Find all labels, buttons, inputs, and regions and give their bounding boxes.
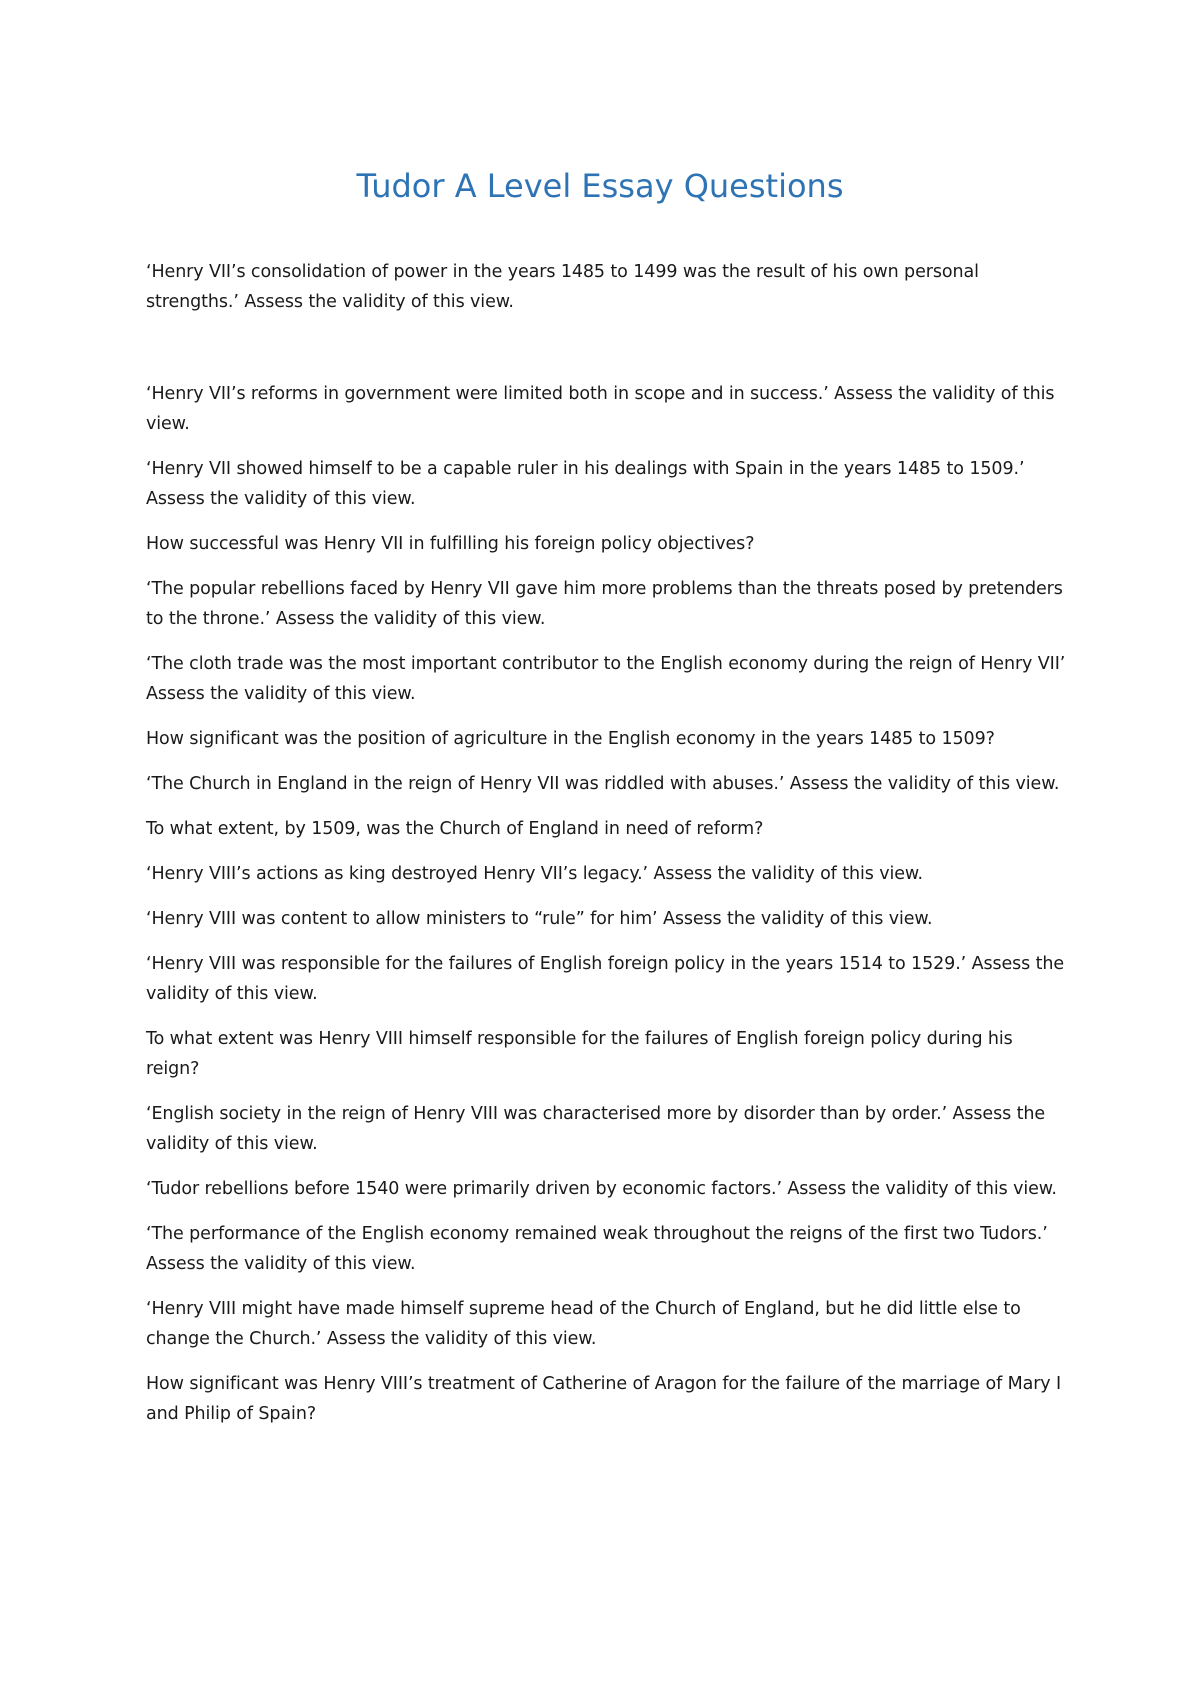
question-item: ‘Henry VII’s consolidation of power in the years 1485 to 1499 was the result of his own personal strengths.’ Assess the validity of this view. bbox=[146, 262, 979, 312]
question-item: To what extent, by 1509, was the Church of England in need of reform? bbox=[146, 819, 764, 839]
question-item: ‘Henry VII’s reforms in government were limited both in scope and in success.’ Assess the validity of this view. bbox=[146, 384, 1055, 434]
question-item: How significant was the position of agriculture in the English economy in the years 1485 to 1509? bbox=[146, 729, 995, 749]
question-item: ‘Henry VIII was content to allow ministers to “rule” for him’ Assess the validity of this view. bbox=[146, 909, 933, 929]
page-title: Tudor A Level Essay Questions bbox=[356, 167, 844, 205]
question-item: How successful was Henry VII in fulfilling his foreign policy objectives? bbox=[146, 534, 755, 554]
question-item: ‘English society in the reign of Henry VIII was characterised more by disorder than by order.’ Assess the validity of this view. bbox=[146, 1104, 1046, 1154]
question-item: ‘Henry VIII was responsible for the failures of English foreign policy in the years 1514 to 1529.’ Assess the validity of this view. bbox=[146, 954, 1065, 1004]
question-list bbox=[146, 257, 1066, 1444]
question-item: ‘The Church in England in the reign of Henry VII was riddled with abuses.’ Assess the validity of this view. bbox=[146, 774, 1060, 794]
question-item: To what extent was Henry VIII himself responsible for the failures of English foreign policy during his reign? bbox=[146, 1029, 1013, 1079]
question-item: ‘Henry VIII’s actions as king destroyed Henry VII’s legacy.’ Assess the validity of this view. bbox=[146, 864, 923, 884]
question-item: ‘Henry VIII might have made himself supreme head of the Church of England, but he did little else to change the Church.’ Assess the validity of this view. bbox=[146, 1299, 1021, 1349]
question-item: ‘The cloth trade was the most important contributor to the English economy during the reign of Henry VII’ Assess the validity of this view. bbox=[146, 654, 1066, 704]
question-item: ‘Henry VII showed himself to be a capable ruler in his dealings with Spain in the years 1485 to 1509.’ Assess the validity of this view. bbox=[146, 459, 1025, 509]
question-item: ‘Tudor rebellions before 1540 were primarily driven by economic factors.’ Assess the validity of this view. bbox=[146, 1179, 1057, 1199]
question-item: ‘The popular rebellions faced by Henry VII gave him more problems than the threats posed by pretenders to the throne.’ Assess the validity of this view. bbox=[146, 579, 1063, 629]
question-item: ‘The performance of the English economy remained weak throughout the reigns of the first two Tudors.’ Assess the validity of this view. bbox=[146, 1224, 1048, 1274]
question-item: How significant was Henry VIII’s treatment of Catherine of Aragon for the failure of the marriage of Mary I and Philip of Spain? bbox=[146, 1374, 1062, 1424]
